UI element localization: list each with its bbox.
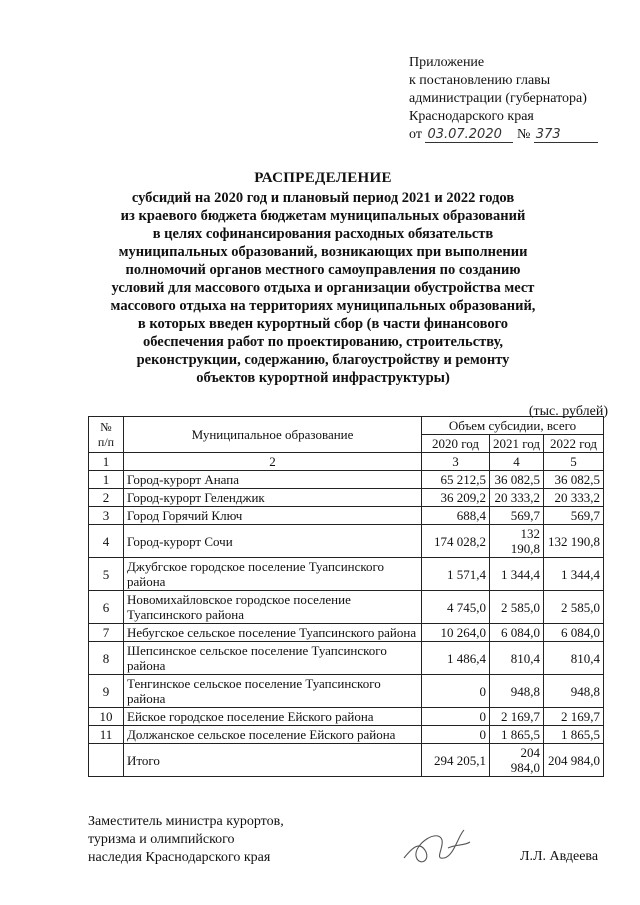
table-body xyxy=(89,471,604,744)
table-row xyxy=(89,642,604,675)
row-2022-cell: 6 084,0 xyxy=(544,624,604,642)
row-name-cell: Город Горячий Ключ xyxy=(124,507,422,525)
row-2022-cell: 132 190,8 xyxy=(544,525,604,558)
row-2020-cell: 10 264,0 xyxy=(422,624,490,642)
appendix-header xyxy=(409,54,634,144)
row-num-cell: 1 xyxy=(89,471,124,489)
row-2020-cell: 1 571,4 xyxy=(422,558,490,591)
row-num-cell: 2 xyxy=(89,489,124,507)
total-2021: 204 984,0 xyxy=(490,744,544,777)
row-num-cell: 9 xyxy=(89,675,124,708)
row-2021-cell: 948,8 xyxy=(490,675,544,708)
row-2022-cell: 569,7 xyxy=(544,507,604,525)
table-row xyxy=(89,708,604,726)
row-2020-cell: 174 028,2 xyxy=(422,525,490,558)
row-num-cell: 8 xyxy=(89,642,124,675)
total-label: Итого xyxy=(124,744,422,777)
table-row xyxy=(89,624,604,642)
row-2022-cell: 36 082,5 xyxy=(544,471,604,489)
row-2022-cell: 810,4 xyxy=(544,642,604,675)
number-label: № xyxy=(516,127,531,142)
row-num-cell: 11 xyxy=(89,726,124,744)
signatory-name: Л.Л. Авдеева xyxy=(520,849,599,864)
title-line: полномочий органов местного самоуправления по созданию xyxy=(125,262,521,278)
header-2020: 2020 год xyxy=(422,435,490,453)
handwritten-signature-icon xyxy=(398,818,478,874)
row-2021-cell: 810,4 xyxy=(490,642,544,675)
row-2021-cell: 2 169,7 xyxy=(490,708,544,726)
title-line: из краевого бюджета бюджетам муниципальных образований xyxy=(120,208,526,224)
header-2022: 2022 год xyxy=(544,435,604,453)
table-index-row xyxy=(89,453,604,471)
index-cell: 4 xyxy=(490,453,544,471)
index-cell: 5 xyxy=(544,453,604,471)
title-line: субсидий на 2020 год и плановый период 2021 и 2022 годов xyxy=(131,190,515,206)
appendix-line-2: к постановлению главы xyxy=(409,73,551,88)
row-name-cell: Ейское городское поселение Ейского района xyxy=(124,708,422,726)
title-line: в целях софинансирования расходных обязательств xyxy=(152,226,494,242)
title-line: объектов курортной инфраструктуры) xyxy=(196,370,450,386)
table-row xyxy=(89,525,604,558)
row-2022-cell: 1 865,5 xyxy=(544,726,604,744)
title-line: реконструкции, содержанию, благоустройству и ремонту xyxy=(136,352,510,368)
signature-line-2: туризма и олимпийского xyxy=(88,832,235,847)
header-num: № п/п xyxy=(89,417,124,453)
row-2021-cell: 569,7 xyxy=(490,507,544,525)
handwritten-number: 373 xyxy=(534,128,598,143)
total-num-cell xyxy=(89,744,124,777)
signature-line-3: наследия Краснодарского края xyxy=(88,850,271,865)
subsidy-table xyxy=(88,416,604,777)
table-row xyxy=(89,558,604,591)
row-2021-cell: 1 865,5 xyxy=(490,726,544,744)
row-2022-cell: 948,8 xyxy=(544,675,604,708)
index-cell: 2 xyxy=(124,453,422,471)
total-2020: 294 205,1 xyxy=(422,744,490,777)
title-line: обеспечения работ по проектированию, строительству, xyxy=(142,334,504,350)
table-row xyxy=(89,507,604,525)
row-2021-cell: 20 333,2 xyxy=(490,489,544,507)
appendix-line-1: Приложение xyxy=(409,55,485,70)
table-row xyxy=(89,471,604,489)
row-num-cell: 7 xyxy=(89,624,124,642)
from-label: от xyxy=(409,127,422,142)
appendix-line-4: Краснодарского края xyxy=(409,109,534,124)
header-name: Муниципальное образование xyxy=(124,417,422,453)
signature-line-1: Заместитель министра курортов, xyxy=(88,814,284,829)
row-2020-cell: 4 745,0 xyxy=(422,591,490,624)
index-cell: 3 xyxy=(422,453,490,471)
row-2020-cell: 0 xyxy=(422,675,490,708)
table-row xyxy=(89,726,604,744)
units-label: (тыс. рублей) xyxy=(528,404,608,419)
handwritten-date: 03.07.2020 xyxy=(425,128,513,143)
table-row xyxy=(89,489,604,507)
row-2022-cell: 1 344,4 xyxy=(544,558,604,591)
row-name-cell: Небугское сельское поселение Туапсинского района xyxy=(124,624,422,642)
row-name-cell: Новомихайловское городское поселение Туапсинского района xyxy=(124,591,422,624)
row-num-cell: 3 xyxy=(89,507,124,525)
table-row xyxy=(89,675,604,708)
row-2021-cell: 132 190,8 xyxy=(490,525,544,558)
row-2022-cell: 20 333,2 xyxy=(544,489,604,507)
row-num-cell: 5 xyxy=(89,558,124,591)
row-2021-cell: 6 084,0 xyxy=(490,624,544,642)
row-2020-cell: 0 xyxy=(422,726,490,744)
row-2020-cell: 688,4 xyxy=(422,507,490,525)
index-cell: 1 xyxy=(89,453,124,471)
title-line: условий для массового отдыха и организации обустройства мест xyxy=(111,280,535,296)
row-name-cell: Шепсинское сельское поселение Туапсинского района xyxy=(124,642,422,675)
row-name-cell: Город-курорт Геленджик xyxy=(124,489,422,507)
row-num-cell: 6 xyxy=(89,591,124,624)
row-2022-cell: 2 585,0 xyxy=(544,591,604,624)
row-name-cell: Джубгское городское поселение Туапсинского района xyxy=(124,558,422,591)
signature-block xyxy=(88,813,284,867)
row-name-cell: Тенгинское сельское поселение Туапсинского района xyxy=(124,675,422,708)
document-title xyxy=(100,169,546,387)
row-name-cell: Должанское сельское поселение Ейского района xyxy=(124,726,422,744)
title-line: массового отдыха на территориях муниципальных образований, xyxy=(110,298,536,314)
appendix-date-line xyxy=(409,126,634,144)
row-name-cell: Город-курорт Сочи xyxy=(124,525,422,558)
table-header-row xyxy=(89,417,604,435)
title-line: муниципальных образований, возникающих при выполнении xyxy=(118,244,528,260)
row-2022-cell: 2 169,7 xyxy=(544,708,604,726)
header-2021: 2021 год xyxy=(490,435,544,453)
title-line: в которых введен курортный сбор (в части финансового xyxy=(137,316,509,332)
row-2020-cell: 0 xyxy=(422,708,490,726)
row-2020-cell: 36 209,2 xyxy=(422,489,490,507)
row-2020-cell: 1 486,4 xyxy=(422,642,490,675)
header-group: Объем субсидии, всего xyxy=(422,417,604,435)
row-2021-cell: 2 585,0 xyxy=(490,591,544,624)
row-num-cell: 10 xyxy=(89,708,124,726)
title-heading: РАСПРЕДЕЛЕНИЕ xyxy=(254,170,392,186)
total-2022: 204 984,0 xyxy=(544,744,604,777)
row-2021-cell: 1 344,4 xyxy=(490,558,544,591)
appendix-line-3: администрации (губернатора) xyxy=(409,91,587,106)
table-row xyxy=(89,591,604,624)
row-2021-cell: 36 082,5 xyxy=(490,471,544,489)
row-2020-cell: 65 212,5 xyxy=(422,471,490,489)
row-name-cell: Город-курорт Анапа xyxy=(124,471,422,489)
row-num-cell: 4 xyxy=(89,525,124,558)
table-total-row xyxy=(89,744,604,777)
